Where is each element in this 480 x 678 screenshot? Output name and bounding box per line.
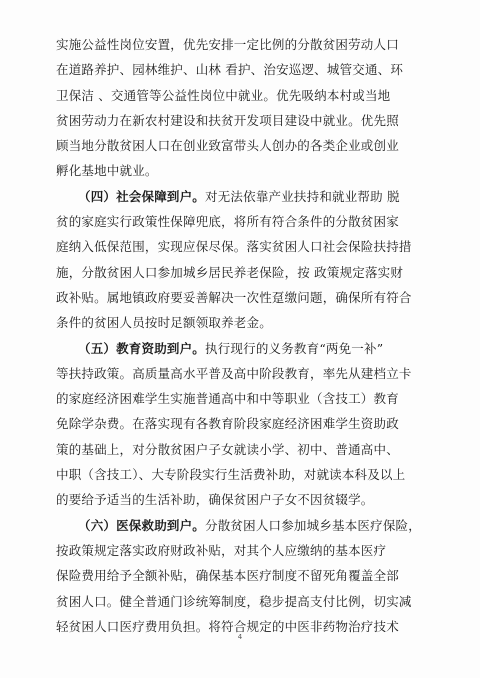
section-heading: （六）医保救助到户。 [78, 517, 206, 533]
line-text: 贫困人口。健全普通门诊统筹制度，稳步提高支付比例，切实减 [56, 593, 412, 609]
text-line [56, 209, 422, 234]
line-text: 策的基础上，对分散贫困户子女就读小学、初中、普通高中、 [56, 441, 399, 457]
text-line [56, 563, 422, 588]
line-text: 孵化基地中就业。 [56, 163, 158, 179]
text-line [56, 260, 422, 285]
section-heading: （五）教育资助到户。 [78, 340, 206, 356]
line-text: 对无法依靠产业扶持和就业帮助 脱 [205, 188, 400, 204]
text-line [56, 83, 422, 108]
text-line [56, 234, 422, 259]
line-text: 实施公益性岗位安置，优先安排一定比例的分散贫困劳动人口 [56, 37, 399, 52]
line-text: 贫困劳动力在新农村建设和扶贫开发项目建设中就业。优先照 [56, 112, 399, 128]
line-text: 等扶持政策。高质量高水平普及高中阶段教育，率先从建档立卡 [56, 365, 412, 381]
section-heading: （四）社会保障到户。 [78, 188, 206, 204]
line-text: 条件的贫困人员按时足额领取养老金。 [56, 315, 272, 331]
paragraph-heading-line [56, 513, 422, 538]
text-line [56, 32, 422, 57]
line-text: 保险费用给予全额补贴，确保基本医疗制度不留死角覆盖全部 [56, 568, 399, 584]
text-line [56, 361, 422, 386]
line-text: 施，分散贫困人口参加城乡居民养老保险，按 政策规定落实财 [56, 264, 404, 280]
line-text: 的要给予适当的生活补助，确保贫困户子女不因贫辍学。 [56, 492, 374, 508]
text-line [56, 108, 422, 133]
line-text: 轻贫困人口医疗费用负担。将符合规定的中医非药物治疗技术 [56, 618, 399, 634]
paragraph-heading-line [56, 184, 422, 209]
text-line [56, 285, 422, 310]
line-text: 政补贴。属地镇政府要妥善解决一次性趸缴问题，确保所有符合 [56, 289, 412, 305]
line-text: 分散贫困人口参加城乡基本医疗保险， [205, 517, 421, 533]
text-line [56, 589, 422, 614]
text-line [56, 57, 422, 82]
text-line [56, 310, 422, 335]
line-text: 中职（含技工）、大专阶段实行生活费补助，对就读本科及以上 [56, 467, 406, 483]
text-line [56, 386, 422, 411]
text-line [56, 538, 422, 563]
line-text: 的家庭经济困难学生实施普通高中和中等职业（含技工）教育 [56, 391, 399, 407]
text-line [56, 133, 422, 158]
text-line [56, 158, 422, 183]
line-text: 贫的家庭实行政策性保障兜底，将所有符合条件的分散贫困家 [56, 214, 399, 230]
text-line [56, 411, 422, 436]
page-number: 4 [237, 633, 243, 641]
text-line [56, 487, 422, 512]
line-text: 免除学杂费。在落实现有各教育阶段家庭经济困难学生资助政 [56, 416, 399, 432]
body-text [56, 32, 422, 639]
line-text: 执行现行的义务教育“两免一补” [205, 340, 384, 356]
line-text: 按政策规定落实政府财政补贴，对其个人应缴纳的基本医疗 [56, 542, 387, 558]
line-text: 卫保洁 、交通管等公益性岗位中就业。优先吸纳本村或当地 [56, 87, 391, 103]
line-text: 在道路养护、园林维护、山林 看护、治安巡逻、城管交通、环 [56, 62, 404, 78]
text-line [56, 437, 422, 462]
line-text: 顾当地分散贫困人口在创业致富带头人创办的各类企业或创业 [56, 138, 399, 154]
text-line [56, 462, 422, 487]
paragraph-heading-line [56, 336, 422, 361]
line-text: 庭纳入低保范围，实现应保尽保。落实贫困人口社会保险扶持措 [56, 239, 412, 255]
